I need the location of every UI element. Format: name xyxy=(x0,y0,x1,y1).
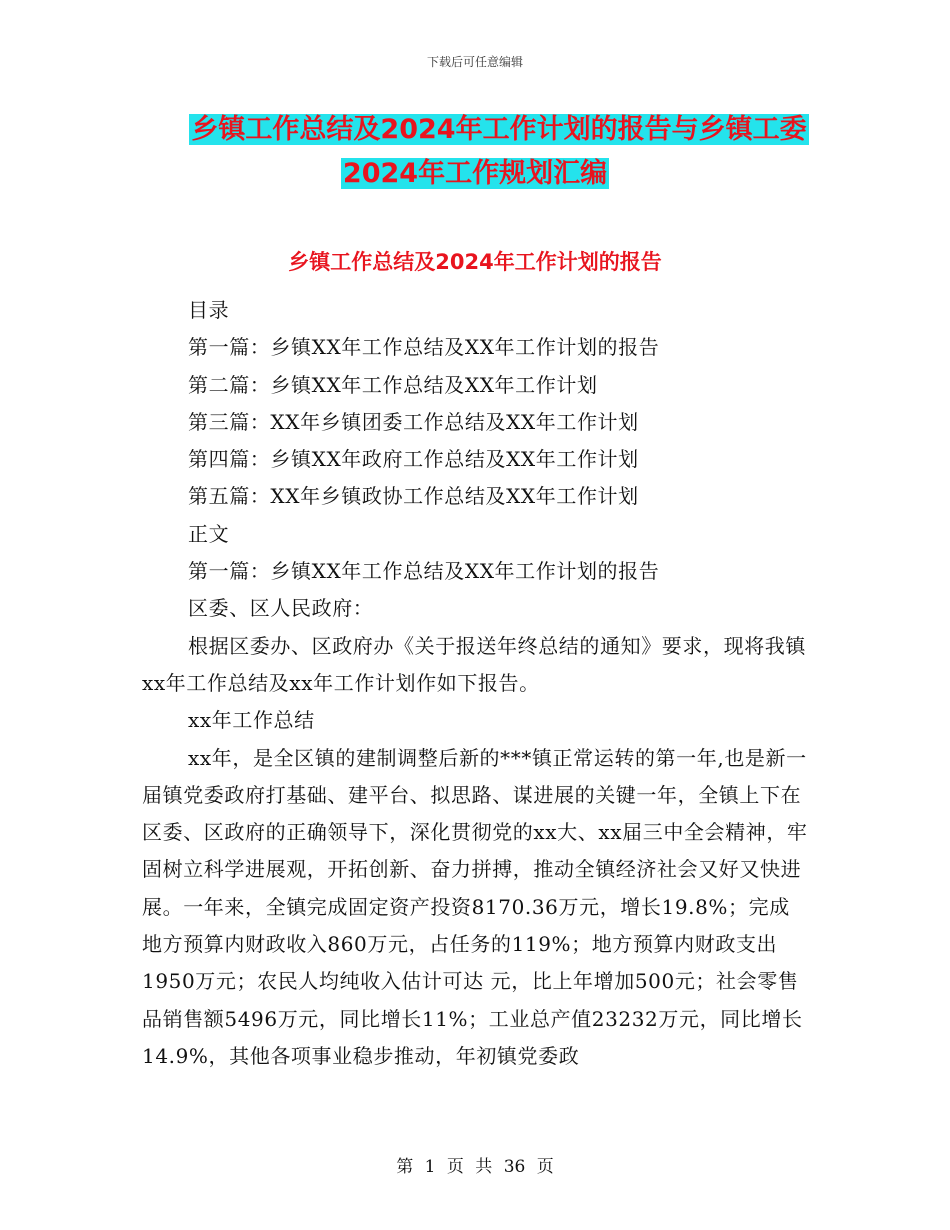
section-title: 第一篇：乡镇XX年工作总结及XX年工作计划的报告 xyxy=(188,559,660,584)
zhengwen-label: 正文 xyxy=(188,521,230,546)
toc-item: 第二篇：乡镇XX年工作总结及XX年工作计划 xyxy=(188,372,598,397)
toc-item: 第四篇：乡镇XX年政府工作总结及XX年工作计划 xyxy=(188,447,639,472)
document-title-line-1 xyxy=(0,110,950,150)
subheading: xx年工作总结 xyxy=(188,708,315,733)
paragraph: 根据区委办、区政府办《关于报送年终总结的通知》要求，现将我镇xx年工作总结及xx年工作计划作如下报告。 xyxy=(142,633,806,695)
toc-heading: 目录 xyxy=(188,298,230,322)
header-note: 下载后可任意编辑 xyxy=(426,55,523,69)
toc-item: 第一篇：乡镇XX年工作总结及XX年工作计划的报告 xyxy=(188,335,660,360)
document-title-line-2 xyxy=(0,154,950,194)
toc-item: 第五篇：XX年乡镇政协工作总结及XX年工作计划 xyxy=(188,484,639,509)
toc-item: 第三篇：XX年乡镇团委工作总结及XX年工作计划 xyxy=(188,409,639,434)
page-footer: 第 1 页 共 36 页 xyxy=(396,1157,554,1177)
document-title-text-2: 2024年工作规划汇编 xyxy=(342,158,608,189)
section-subtitle: 乡镇工作总结及2024年工作计划的报告 xyxy=(288,250,662,274)
document-title-text-1: 乡镇工作总结及2024年工作计划的报告与乡镇工委 xyxy=(191,114,807,145)
document-body xyxy=(142,292,808,1075)
paragraph: xx年，是全区镇的建制调整后新的***镇正常运转的第一年,也是新一届镇党委政府打基础、建平台、拟思路、谋进展的关键一年，全镇上下在区委、区政府的正确领导下，深化贯彻党的xx大、xx届三中全会精神，牢固树立科学进展观，开拓创新、奋力拼搏，推动全镇经济社会又好又快进展。一年来，全镇完成固定资产投资8170.36万元，增长19.8%；完成地方预算内财政收入860万元，占任务的119%；地方预算内财政支出1950万元；农民人均纯收入估计可达 元，比上年增加500元；社会零售品销售额5496万元，同比增长11%；工业总产值23232万元，同比增长14.9%，其他各项事业稳步推动，年初镇党委政 xyxy=(142,745,808,1068)
salutation: 区委、区人民政府： xyxy=(188,596,374,621)
